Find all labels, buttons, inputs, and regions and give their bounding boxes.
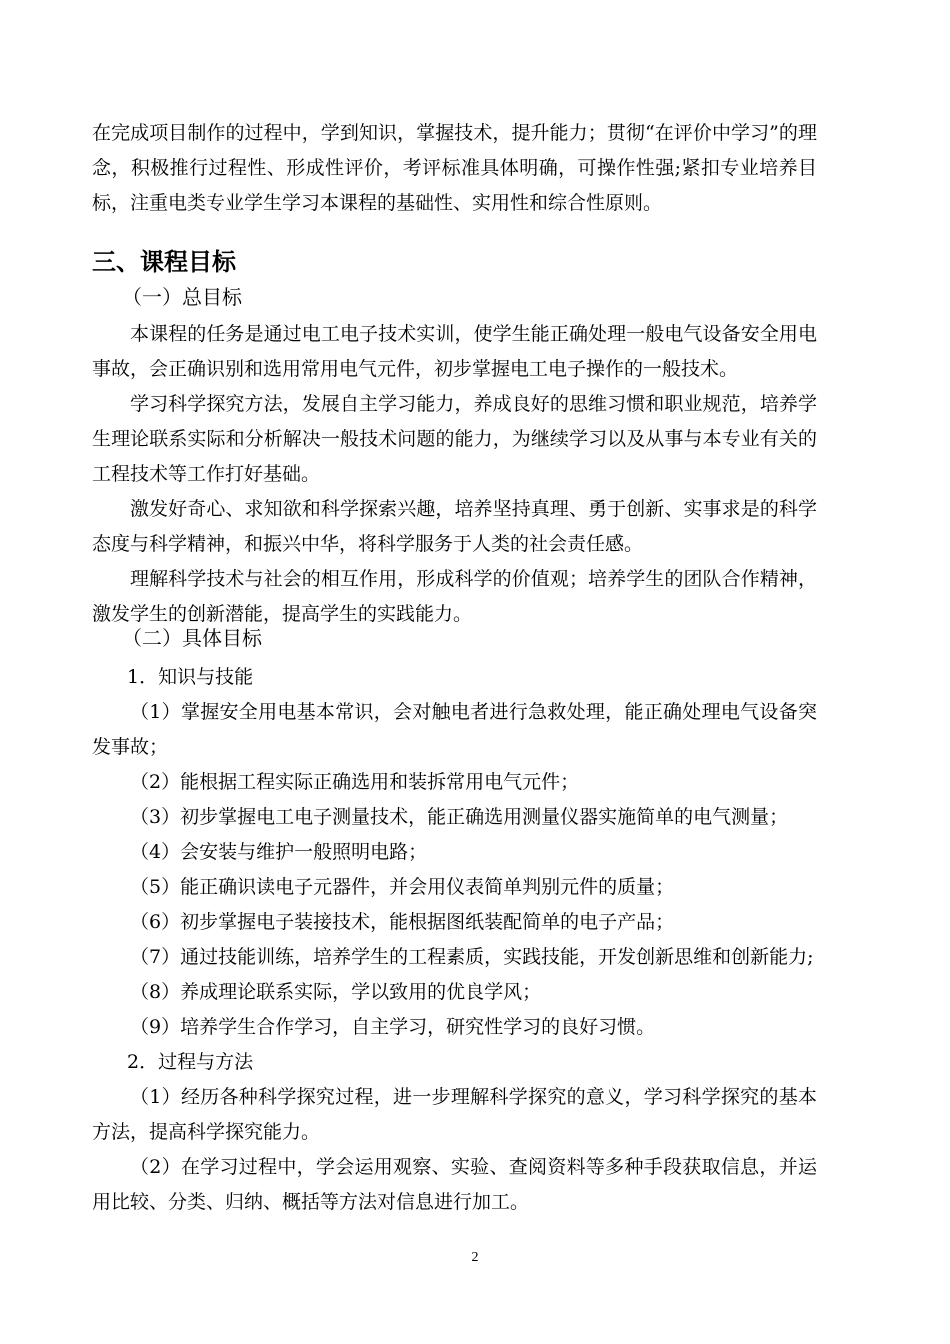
- knowledge-skills-heading: 1．知识与技能: [127, 666, 254, 688]
- knowledge-item-1: （1）掌握安全用电基本常识，会对触电者进行急救处理，能正确处理电气设备突发事故；: [92, 701, 817, 758]
- method-item-1: （1）经历各种科学探究过程，进一步理解科学探究的意义，学习科学探究的基本方法，提高科学探究能力。: [92, 1086, 817, 1143]
- intro-paragraph: 在完成项目制作的过程中，学到知识，掌握技术，提升能力；贯彻“在评价中学习”的理念，积极推行过程性、形成性评价，考评标准具体明确，可操作性强;紧扣专业培养目标，注重电类专业学生学习本课程的基础性、实用性和综合性原则。: [92, 122, 817, 214]
- overall-goal-paragraph-3: 激发好奇心、求知欲和科学探索兴趣，培养坚持真理、勇于创新、实事求是的科学态度与科学精神，和振兴中华，将科学服务于人类的社会责任感。: [92, 498, 817, 555]
- subsection-title-specific: （二）具体目标: [122, 626, 262, 650]
- process-methods-heading: 2．过程与方法: [127, 1051, 254, 1073]
- knowledge-item-6: （6）初步掌握电子装接技术，能根据图纸装配简单的电子产品；: [130, 911, 675, 933]
- knowledge-item-5: （5）能正确识读电子元器件，并会用仪表简单判别元件的质量；: [130, 876, 675, 898]
- knowledge-item-8: （8）养成理论联系实际，学以致用的优良学风；: [130, 981, 542, 1003]
- knowledge-item-4: （4）会安装与维护一般照明电路；: [130, 841, 428, 863]
- subsection-title-overall: （一）总目标: [122, 285, 242, 309]
- section-title: 三、课程目标: [92, 248, 236, 276]
- page-number: 2: [471, 1250, 479, 1265]
- method-item-2: （2）在学习过程中，学会运用观察、实验、查阅资料等多种手段获取信息，并运用比较、分类、归纳、概括等方法对信息进行加工。: [92, 1156, 817, 1213]
- knowledge-item-7: （7）通过技能训练，培养学生的工程素质，实践技能，开发创新思维和创新能力;: [130, 946, 814, 968]
- knowledge-item-2: （2）能根据工程实际正确选用和装拆常用电气元件；: [130, 771, 580, 793]
- overall-goal-paragraph-1: 本课程的任务是通过电工电子技术实训，使学生能正确处理一般电气设备安全用电事故，会正确识别和选用常用电气元件，初步掌握电工电子操作的一般技术。: [92, 323, 817, 380]
- knowledge-item-3: （3）初步掌握电工电子测量技术，能正确选用测量仪器实施简单的电气测量；: [130, 806, 789, 828]
- knowledge-item-9: （9）培养学生合作学习，自主学习，研究性学习的良好习惯。: [130, 1016, 656, 1038]
- overall-goal-paragraph-4: 理解科学技术与社会的相互作用，形成科学的价值观；培养学生的团队合作精神，激发学生的创新潜能，提高学生的实践能力。: [92, 568, 817, 625]
- overall-goal-paragraph-2: 学习科学探究方法，发展自主学习能力，养成良好的思维习惯和职业规范，培养学生理论联系实际和分析解决一般技术问题的能力，为继续学习以及从事与本专业有关的工程技术等工作打好基础。: [92, 393, 817, 485]
